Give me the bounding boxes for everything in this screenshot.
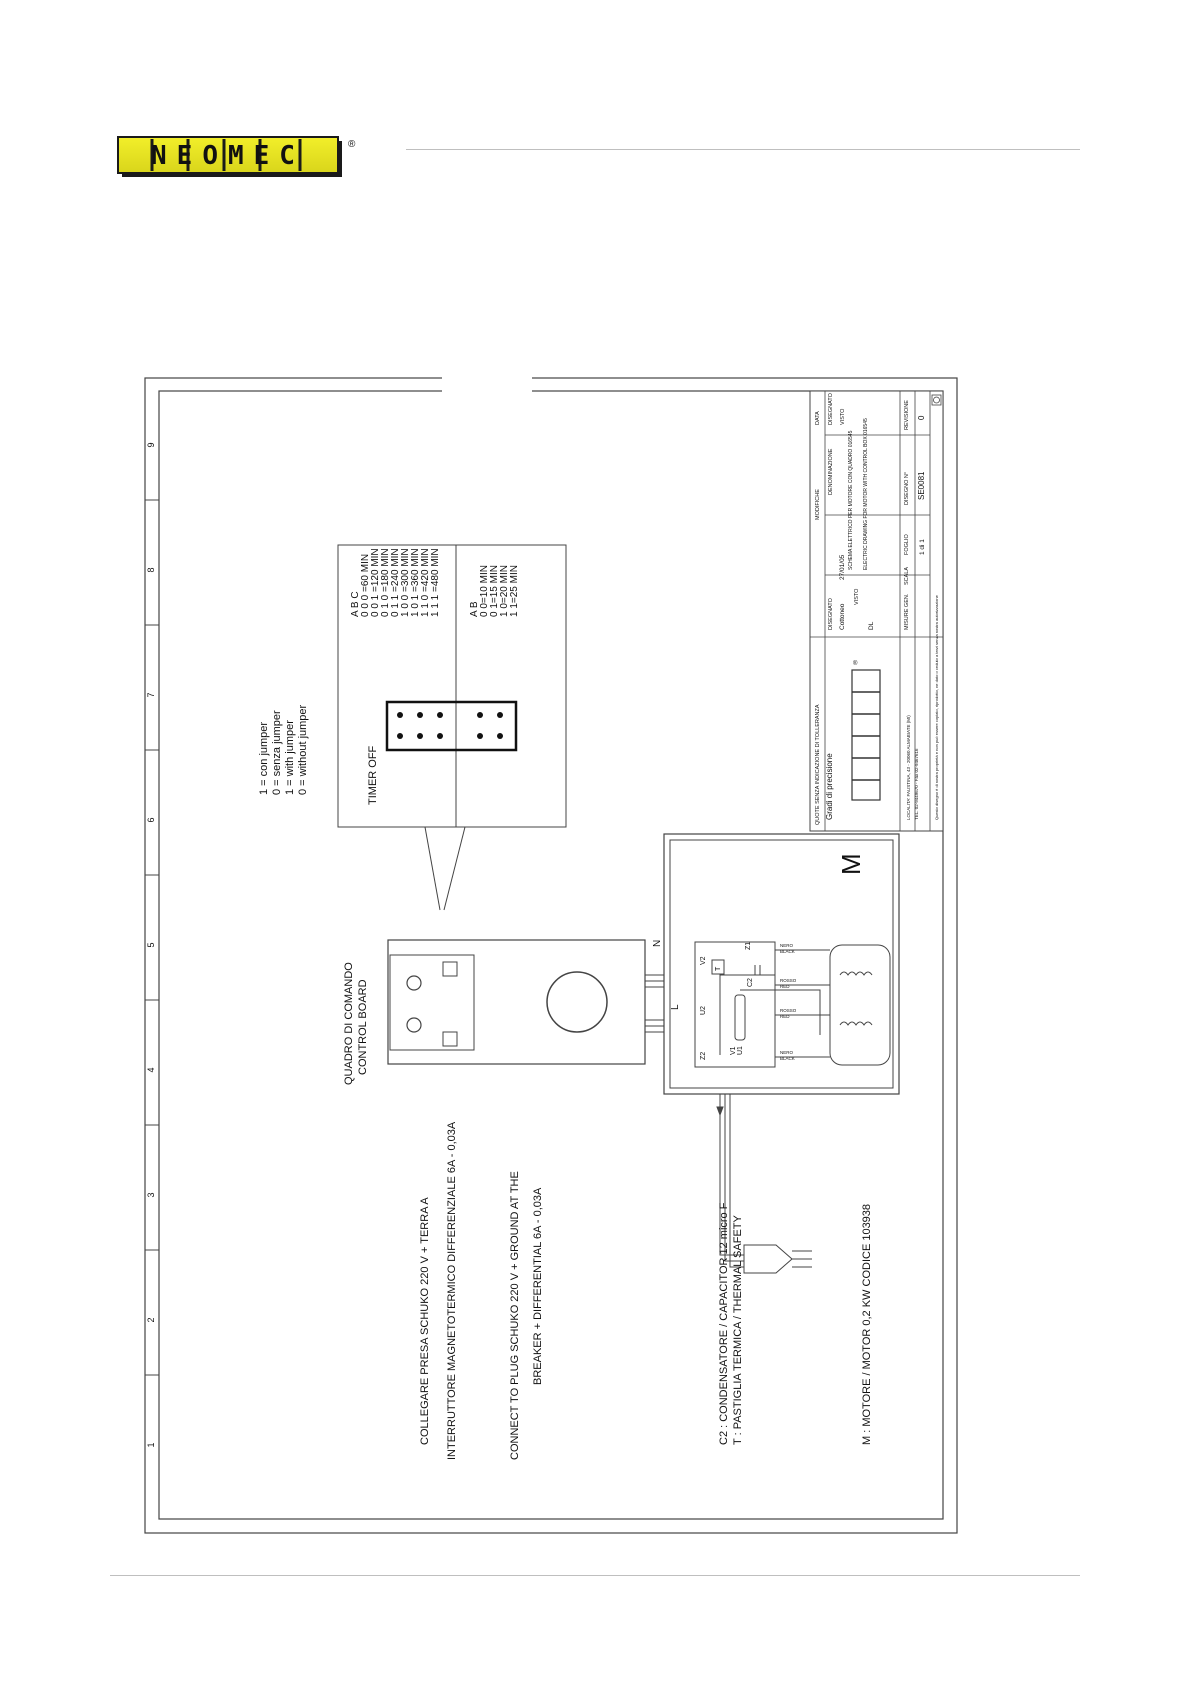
tolerance-value: Gradi di precisione	[825, 753, 834, 820]
timer-abc-row: 1 1 0 =420 MIN	[420, 548, 431, 617]
control-board-label-it: QUADRO DI COMANDO	[343, 962, 355, 1085]
timer-panel	[338, 545, 566, 910]
timer-abc-row: 0 0 1 =120 MIN	[370, 548, 381, 617]
data-header: DATA	[815, 411, 821, 425]
switch	[443, 962, 457, 976]
terminal-label: V1	[730, 1046, 737, 1055]
drawn-by: Cottoneo	[839, 603, 846, 630]
drawing-title-it: SCHEMA ELETTRICO PER MOTORE CON QUADRO 016545	[848, 430, 854, 570]
disegnato-header: DISEGNATO	[828, 598, 834, 630]
jumper-legend	[258, 704, 309, 795]
drawing-title-en: ELECTRIC DRAWING FOR MOTOR WITH CONTROL BOX 016545	[863, 418, 869, 570]
visto-header: VISTO	[854, 588, 860, 605]
column-number: 9	[146, 442, 156, 448]
wire-color-en: RED	[780, 984, 790, 989]
wire-color-it: NERO	[780, 1050, 794, 1055]
timer-abc-row: 1 1 1 =480 MIN	[430, 548, 441, 617]
visto-value: DL	[868, 621, 875, 630]
revisione-header: REVISIONE	[904, 400, 910, 430]
control-board	[343, 940, 645, 1085]
misure-header: MISURE GEN.	[904, 593, 910, 630]
terminal-label: Z2	[700, 1051, 707, 1060]
timer-ab-row: 0 0=10 MIN	[479, 565, 490, 617]
timer-ab-row: 1 0=20 MIN	[499, 565, 510, 617]
column-number: 5	[146, 942, 156, 948]
title-block-logo	[852, 660, 880, 800]
logo-text: NEOMEC	[151, 141, 305, 171]
timer-off-label: TIMER OFF	[367, 745, 379, 805]
foglio-value: 1 di 1	[919, 539, 926, 555]
column-number: 2	[146, 1317, 156, 1323]
terminal-label: T	[715, 966, 722, 971]
instruction-en-line1: CONNECT TO PLUG SCHUKO 220 V + GROUND AT THE	[509, 1171, 521, 1460]
column-number: 1	[146, 1442, 156, 1448]
column-number: 3	[146, 1192, 156, 1198]
scala-header: SCALA	[904, 566, 910, 585]
column-scale	[145, 442, 159, 1447]
disegno-value: SE0081	[917, 471, 926, 500]
legend-t: T : PASTIGLIA TERMICA / THERMAL SAFETY	[732, 1215, 744, 1445]
title-block	[810, 391, 943, 831]
instruction-it-line2: INTERRUTTORE MAGNETOTERMICO DIFFERENZIALE 6A - 0,03A	[446, 1121, 458, 1460]
terminal-label: U2	[700, 1006, 707, 1015]
registered-mark: ®	[348, 139, 356, 150]
denominazione-header: DENOMINAZIONE	[828, 448, 834, 495]
wire-color-it: ROSSO	[780, 1008, 797, 1013]
wire-n-label: N	[652, 939, 663, 947]
legend-c2: C2 : CONDENSATORE / CAPACITOR 12 micro F	[718, 1202, 730, 1445]
frame-gap	[442, 375, 532, 395]
title-block-logo-mark: ®	[853, 661, 858, 667]
visto-header: VISTO	[840, 408, 846, 425]
timer-abc-row: 1 0 1 =360 MIN	[410, 548, 421, 617]
component-legend	[718, 1202, 873, 1445]
capacitor	[735, 995, 745, 1040]
timer-abc-row: 0 1 0 =180 MIN	[380, 548, 391, 617]
legend-m: M : MOTORE / MOTOR 0,2 KW CODICE 103938	[861, 1203, 873, 1445]
header-rule	[406, 149, 1080, 150]
electric-drawing	[140, 375, 960, 1535]
timer-abc-row: 0 0 0 =60 MIN	[360, 553, 371, 617]
disegno-header: DISEGNO N°	[904, 471, 910, 505]
neomec-logo	[114, 131, 364, 181]
legend-line: 0 = without jumper	[297, 704, 309, 795]
timer-abc-row: 0 1 1 =240 MIN	[390, 548, 401, 617]
installation-instructions	[419, 1121, 544, 1460]
column-number: 4	[146, 1067, 156, 1073]
column-number: 8	[146, 567, 156, 573]
terminal-label: V2	[700, 956, 707, 965]
indicator-lamp	[407, 976, 421, 990]
legend-line: 1 = con jumper	[258, 721, 270, 795]
disegnato-header: DISEGNATO	[828, 393, 834, 425]
instruction-en-line2: BREAKER + DIFFERENTIAL 6A - 0,03A	[532, 1187, 544, 1385]
timer-ab-header: A B	[469, 601, 480, 617]
timer-abc-row: 1 0 0 =300 MIN	[400, 548, 411, 617]
motor-box	[652, 834, 899, 1094]
switch	[443, 1032, 457, 1046]
instruction-it-line1: COLLEGARE PRESA SCHUKO 220 V + TERRA A	[419, 1197, 431, 1445]
column-number: 6	[146, 817, 156, 823]
timer-knob	[547, 972, 607, 1032]
column-number: 7	[146, 692, 156, 698]
legend-line: 1 = with jumper	[284, 720, 296, 795]
tolerance-header: QUOTE SENZA INDICAZIONE DI TOLLERANZA	[815, 704, 821, 825]
wire-color-it: NERO	[780, 943, 794, 948]
wire-l-label: L	[670, 1004, 681, 1010]
revisione-value: 0	[917, 415, 926, 420]
wire-color-en: BLACK	[780, 1056, 795, 1061]
timer-abc-header: A B C	[350, 591, 361, 617]
control-board-label-en: CONTROL BOARD	[357, 979, 369, 1075]
drawn-date: 27/01/05	[839, 554, 846, 580]
timer-ab-row: 0 1=15 MIN	[489, 565, 500, 617]
footer-rule	[110, 1575, 1080, 1576]
timer-ab-row: 1 1=25 MIN	[509, 565, 520, 617]
terminal-label: C2	[747, 978, 754, 987]
address-line2: TEL. 02-9449670 - Fax 02-9467616	[914, 748, 919, 820]
terminal-label: U1	[737, 1046, 744, 1055]
terminal-label: Z1	[745, 941, 752, 950]
motor-label: M	[836, 853, 866, 875]
footer-note: Questo disegno è di nostra proprietà e non può essere copiato, riprodotto, ne dato o ceduto a terzi senza nostra autorizzazione	[934, 595, 939, 820]
indicator-lamp	[407, 1018, 421, 1032]
wire-color-en: BLACK	[780, 949, 795, 954]
wire-color-en: RED	[780, 1014, 790, 1019]
wire-color-it: ROSSO	[780, 978, 797, 983]
modifiche-header: MODIFICHE	[815, 489, 821, 520]
legend-line: 0 = senza jumper	[271, 710, 283, 795]
foglio-header: FOGLIO	[904, 534, 910, 555]
address-line1: LOCALITA' FAUSTINA, 43 - 20060 ALMABIATE (MI)	[906, 715, 911, 820]
